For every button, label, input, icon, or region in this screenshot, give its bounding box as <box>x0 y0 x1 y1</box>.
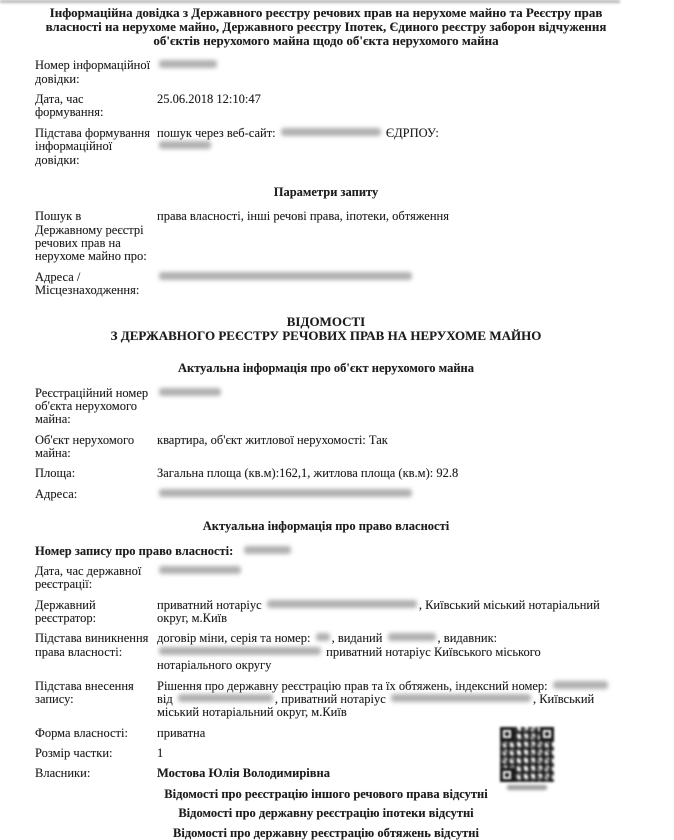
redacted-text <box>159 60 217 68</box>
field-label: Власники: <box>35 766 91 781</box>
field-label: Адреса / Місцезнаходження: <box>35 269 140 298</box>
ownership-section-heading: Актуальна інформація про право власності <box>202 519 450 534</box>
meta-fields <box>35 59 617 167</box>
field-value <box>157 210 617 264</box>
field-value-text: , Київський міський нотаріальний округ, м.Київ <box>157 691 595 720</box>
qr-code <box>500 727 554 782</box>
redacted-text <box>159 141 211 149</box>
field-label: Підстава виникнення права власності: <box>35 631 149 659</box>
field-value <box>157 467 617 480</box>
field-value <box>157 59 617 86</box>
document-title: Інформаційна довідка з Державного реєстру речових прав на нерухоме майно та Реєстру прав власності на нерухоме майно, Державного реєстру Іпотек, Єдиного реєстру заборон відчуження об'єктів нерухомого майна щодо об'єкта нерухомого майна <box>45 5 607 48</box>
field-value-text: квартира, об'єкт житлової нерухомості: Так <box>157 432 388 447</box>
redacted-text <box>178 694 273 702</box>
field-row <box>35 488 617 501</box>
field-value-text: , виданий <box>331 631 386 646</box>
field-row <box>35 127 617 167</box>
field-value <box>157 387 617 427</box>
field-label: Площа: <box>35 466 76 481</box>
object-section-fields <box>35 387 617 502</box>
field-label: Дата, час формування: <box>35 92 104 120</box>
field-value-text: 25.06.2018 12:10:47 <box>157 92 261 107</box>
redacted-text <box>159 272 412 280</box>
redacted-text <box>267 600 417 608</box>
field-value-text: , видавник: <box>437 631 498 646</box>
query-params-heading: Параметри запиту <box>273 184 379 199</box>
field-row <box>35 387 617 427</box>
field-label: Форма власності: <box>35 725 128 740</box>
field-value-text: від <box>157 691 176 706</box>
absence-note-encumbrance: Відомості про державну реєстрацію обтяжень відсутні <box>173 825 479 840</box>
field-label: Пошук в Державному реєстрі речових прав на нерухоме майно про: <box>35 209 147 264</box>
field-value-text: приватний нотаріус <box>157 597 265 612</box>
field-label: Адреса: <box>35 486 78 501</box>
field-label: Підстава внесення запису: <box>35 678 134 706</box>
field-row <box>35 680 617 720</box>
field-row <box>35 599 617 626</box>
field-label: Номер інформаційної довідки: <box>35 58 151 86</box>
field-value <box>157 271 617 298</box>
redacted-text <box>316 633 330 641</box>
field-label: Підстава формування інформаційної довідки: <box>35 125 150 167</box>
field-row <box>35 434 617 461</box>
field-value-text: 1 <box>157 746 164 761</box>
field-row <box>35 632 617 672</box>
field-value-text: ЄДРПОУ: <box>382 125 439 140</box>
field-value-text: Загальна площа (кв.м):162,1, житлова площа (кв.м): 92.8 <box>157 466 459 481</box>
field-value-text: приватна <box>157 725 206 740</box>
field-label: Об'єкт нерухомого майна: <box>35 432 135 461</box>
field-value-text: приватний нотаріус Київського міського нотаріального округу <box>157 644 541 673</box>
field-value-text: договір міни, серія та номер: <box>157 631 314 646</box>
field-value <box>157 632 617 672</box>
field-row <box>35 93 617 120</box>
qr-caption-redacted <box>507 785 547 790</box>
qr-finder-icon <box>540 727 554 741</box>
field-value-text: , приватний нотаріус <box>274 691 389 706</box>
field-row <box>35 59 617 86</box>
redacted-text <box>159 647 321 655</box>
field-label: Дата, час державної реєстрації: <box>35 563 142 592</box>
field-value-text: Мостова Юлія Володимирівна <box>157 766 330 781</box>
field-row <box>35 271 617 298</box>
redacted-text <box>391 694 531 702</box>
field-label: Державний реєстратор: <box>35 597 97 626</box>
field-value-text: права власності, інші речові права, іпотеки, обтяження <box>157 209 449 224</box>
redacted-text <box>553 681 608 689</box>
field-value <box>157 488 617 501</box>
query-params-fields <box>35 210 617 297</box>
field-value-text: , Київський міський нотаріальний округ, м.Київ <box>157 597 600 626</box>
scan-artifact-top <box>0 0 620 3</box>
redacted-text <box>159 489 412 497</box>
record-number-value <box>242 544 293 558</box>
field-value <box>157 599 617 626</box>
field-value <box>157 565 617 592</box>
qr-finder-icon <box>500 727 514 741</box>
absence-note-mortgage: Відомості про державну реєстрацію іпотеки відсутні <box>178 806 474 821</box>
field-value <box>157 127 617 167</box>
field-value-text: Рішення про державну реєстрацію прав та їх обтяжень, індексний номер: <box>157 678 551 693</box>
field-value <box>157 93 617 120</box>
field-value <box>157 680 617 720</box>
field-row <box>35 210 617 264</box>
record-number-row <box>35 545 617 558</box>
redacted-text <box>159 388 221 396</box>
redacted-text <box>281 128 381 136</box>
register-heading <box>35 315 617 344</box>
field-row <box>35 467 617 480</box>
record-number-label: Номер запису про право власності: <box>35 543 234 558</box>
field-label: Реєстраційний номер об'єкта нерухомого майна: <box>35 385 149 427</box>
redacted-text <box>159 566 241 574</box>
register-heading-line1: ВІДОМОСТІ <box>286 313 366 329</box>
field-label: Розмір частки: <box>35 746 113 761</box>
field-value-text: пошук через веб-сайт: <box>157 125 279 140</box>
redacted-text <box>388 633 436 641</box>
register-heading-line2: З ДЕРЖАВНОГО РЕЄСТРУ РЕЧОВИХ ПРАВ НА НЕРУХОМЕ МАЙНО <box>110 327 542 343</box>
redacted-text <box>244 546 291 554</box>
qr-finder-icon <box>500 768 514 782</box>
object-section-heading: Актуальна інформація про об'єкт нерухомого майна <box>177 361 475 376</box>
field-value <box>157 434 617 461</box>
field-row <box>35 565 617 592</box>
absence-note-other-rights: Відомості про реєстрацію іншого речового права відсутні <box>164 786 488 801</box>
